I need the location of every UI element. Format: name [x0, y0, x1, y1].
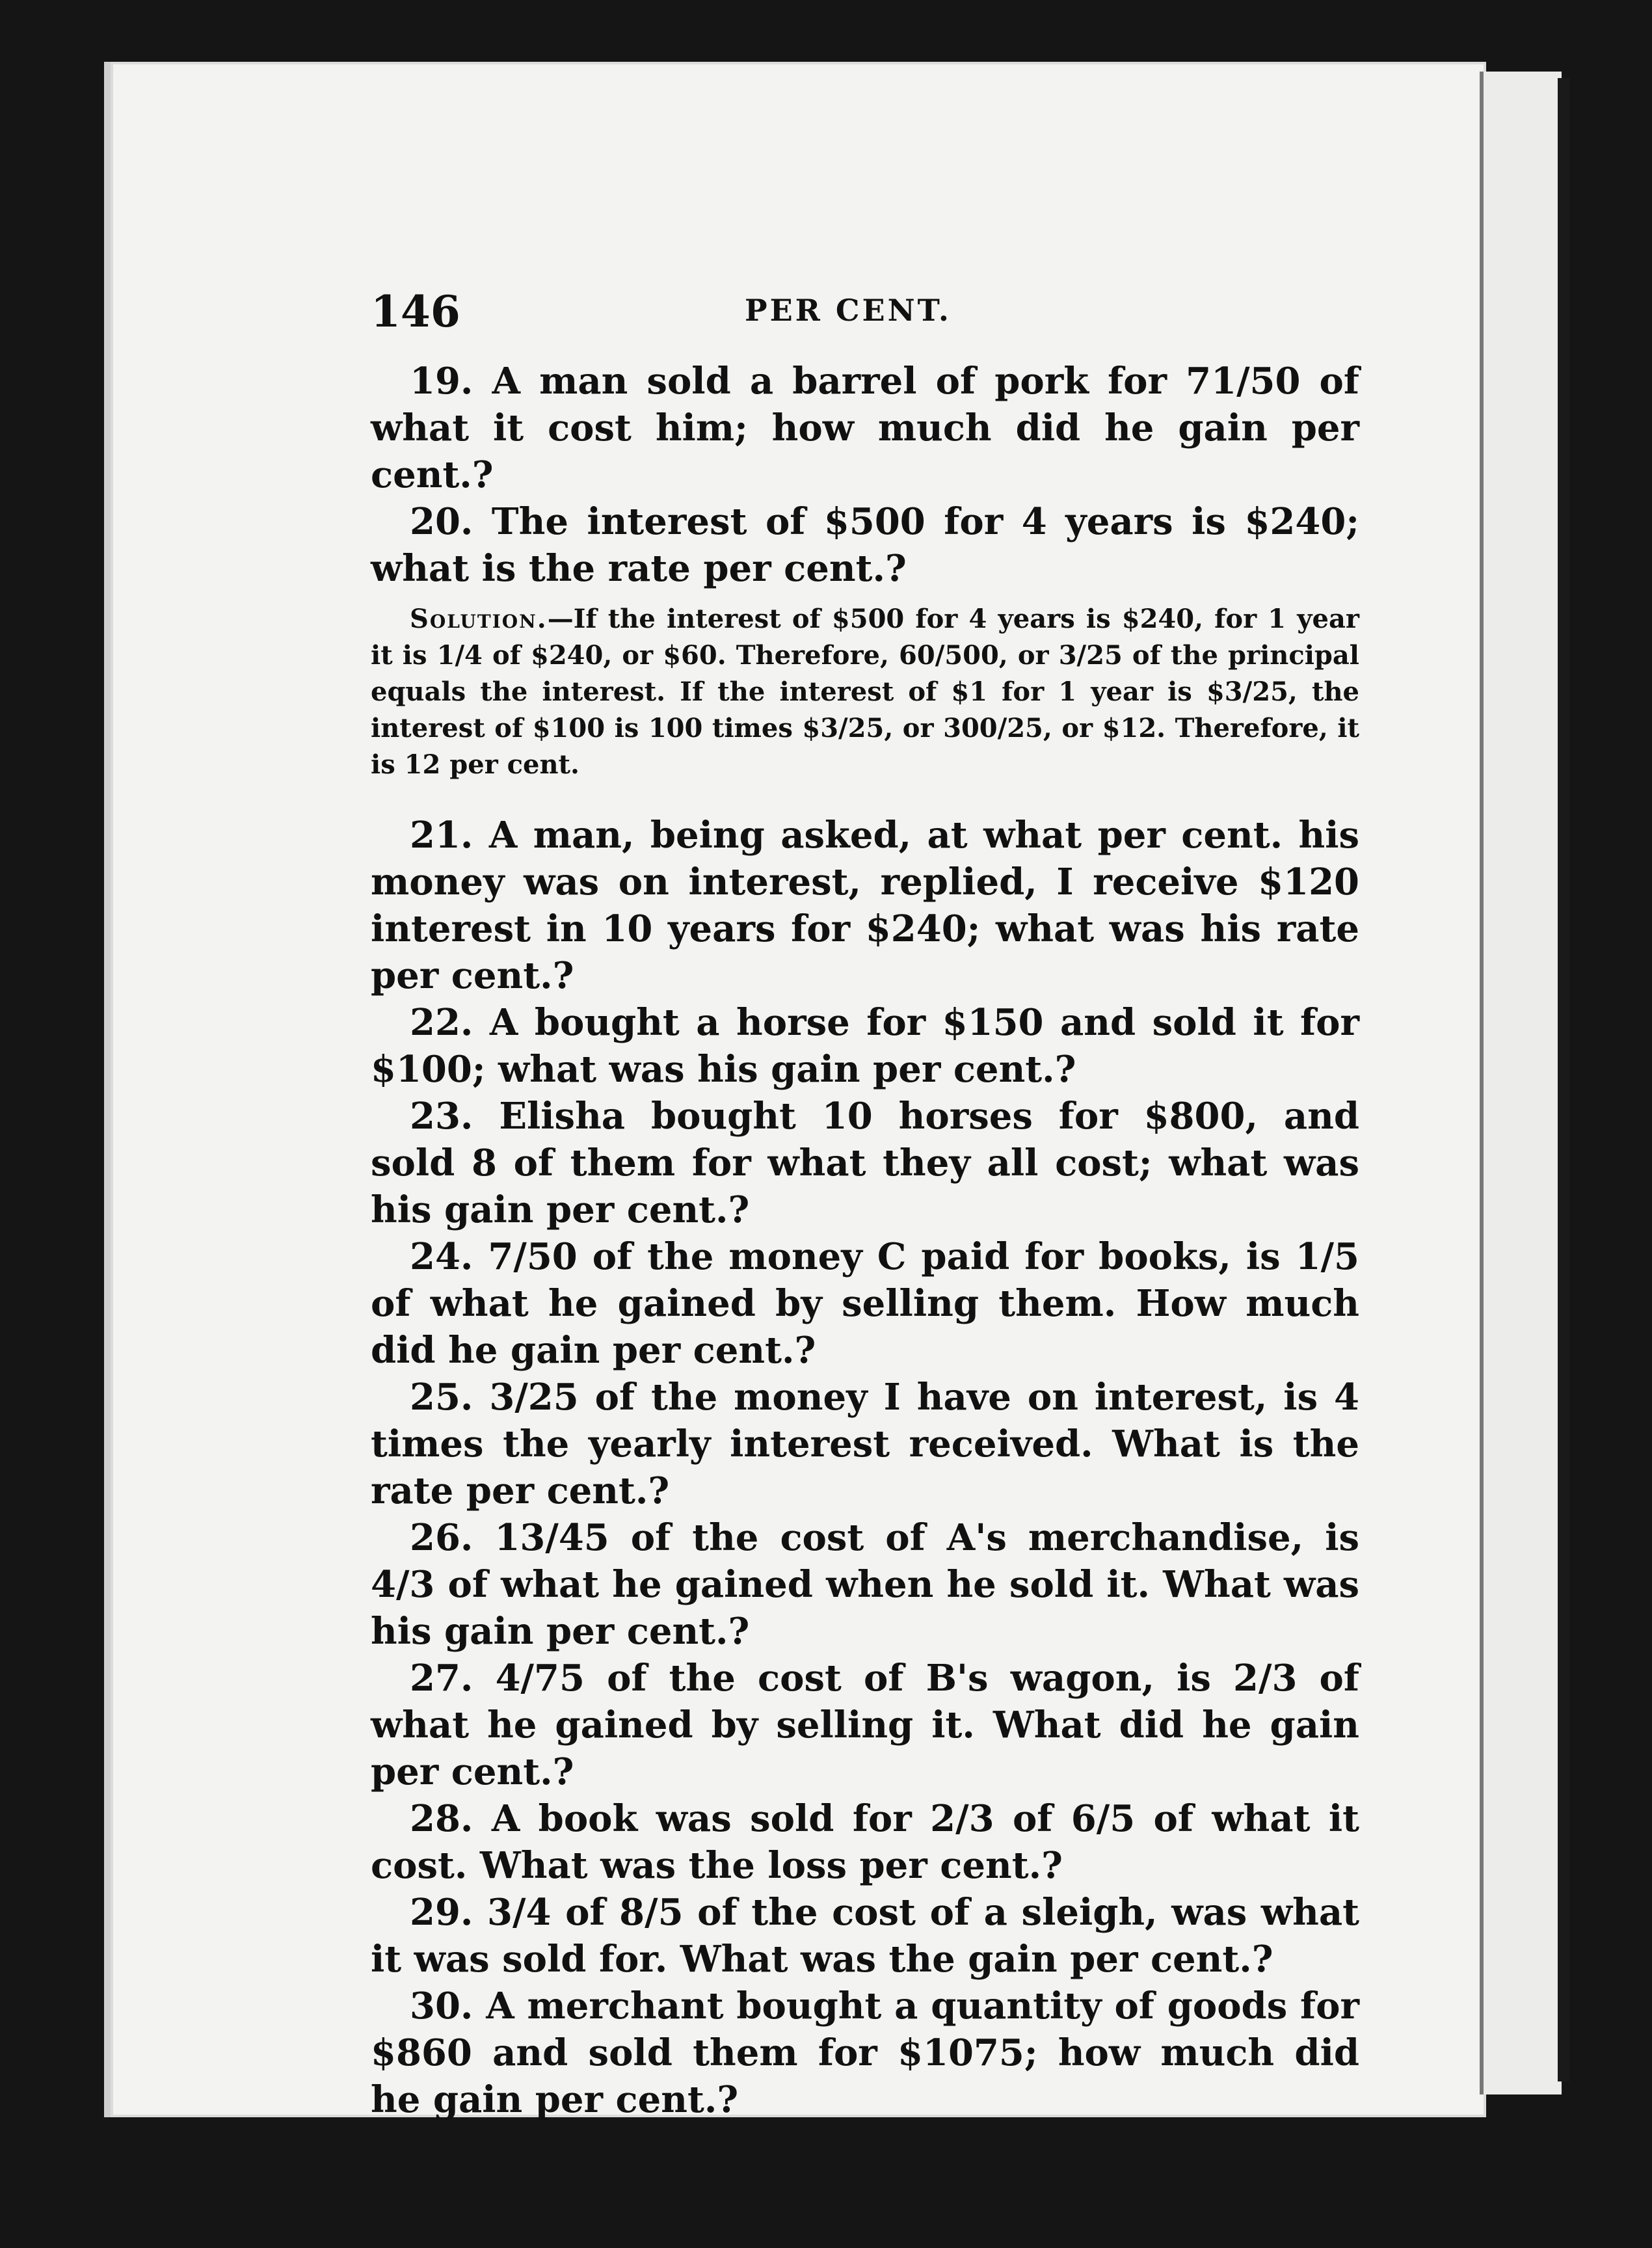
problem-29: 29. 3/4 of 8/5 of the cost of a sleigh, was what it was sold for. What was the gain per cent.?: [371, 1891, 1359, 1981]
book-spine: [1558, 78, 1569, 2081]
problem-19: 19. A man sold a barrel of pork for 71/50 of what it cost him; how much did he gain per cent.?: [371, 360, 1359, 496]
problem-26: 26. 13/45 of the cost of A's merchandise, is 4/3 of what he gained when he sold it. What was his gain per cent.?: [371, 1516, 1359, 1653]
facing-page-edge: [1480, 72, 1562, 2094]
solution-paragraph: [371, 601, 1359, 783]
page-header: [371, 286, 1359, 358]
problem-21: 21. A man, being asked, at what per cent. his money was on interest, replied, I receive $120 interest in 10 years for $240; what was his rate per cent.?: [371, 814, 1359, 997]
running-head: PER CENT.: [745, 293, 952, 328]
problem-28: 28. A book was sold for 2/3 of 6/5 of what it cost. What was the loss per cent.?: [371, 1797, 1359, 1887]
problem-20: 20. The interest of $500 for 4 years is $240; what is the rate per cent.?: [371, 500, 1359, 590]
problem-27: 27. 4/75 of the cost of B's wagon, is 2/3 of what he gained by selling it. What did he gain per cent.?: [371, 1657, 1359, 1793]
problem-24: 24. 7/50 of the money C paid for books, is 1/5 of what he gained by selling them. How much did he gain per cent.?: [371, 1235, 1359, 1372]
problem-22: 22. A bought a horse for $150 and sold it for $100; what was his gain per cent.?: [371, 1001, 1359, 1091]
solution-text: —If the interest of $500 for 4 years is $240, for 1 year it is 1/4 of $240, or $60. Therefore, 60/500, or 3/25 of the principal equals the interest. If the interest of $1 for 1 year is $3/25, the interest of $100 is 100 times $3/25, or 300/25, or $12. Therefore, it is 12 per cent.: [371, 604, 1359, 780]
problem-23: 23. Elisha bought 10 horses for $800, and sold 8 of them for what they all cost; what was his gain per cent.?: [371, 1095, 1359, 1231]
solution-label: Solution.: [410, 604, 548, 634]
page-text-block: [371, 286, 1359, 2123]
problem-30: 30. A merchant bought a quantity of goods for $860 and sold them for $1075; how much did he gain per cent.?: [371, 1985, 1359, 2121]
page-number: 146: [371, 286, 460, 337]
problem-25: 25. 3/25 of the money I have on interest, is 4 times the yearly interest received. What is the rate per cent.?: [371, 1376, 1359, 1512]
